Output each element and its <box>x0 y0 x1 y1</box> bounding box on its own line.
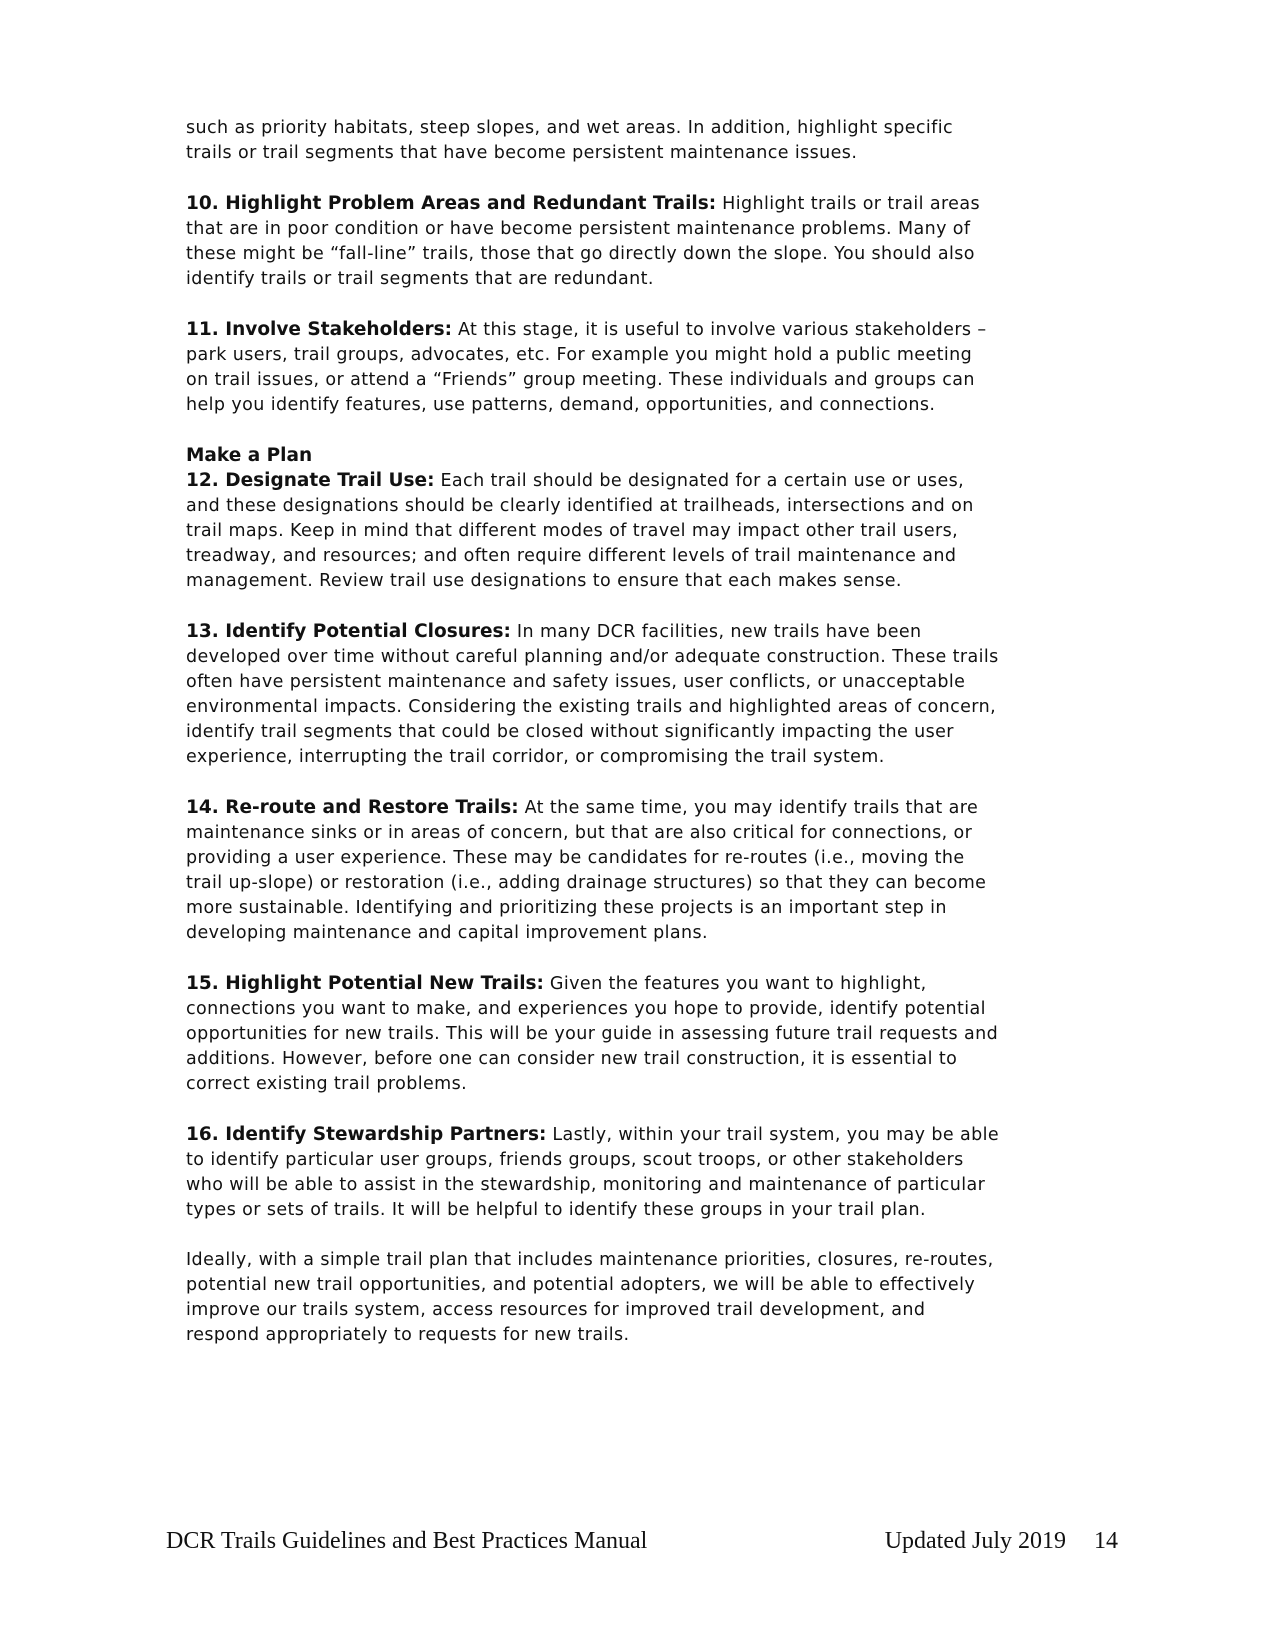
paragraph <box>186 443 1126 594</box>
text-line <box>186 1122 1126 1148</box>
line-text: Given the features you want to highlight, <box>543 974 927 994</box>
item-heading: 14. Re-route and Restore Trails: <box>186 797 519 818</box>
line-text: In many DCR facilities, new trails have been <box>510 622 922 642</box>
text-line <box>186 544 1126 569</box>
text-line <box>186 896 1126 921</box>
line-text: respond appropriately to requests for new trails. <box>186 1325 630 1345</box>
text-line <box>186 1173 1126 1198</box>
text-line <box>186 1148 1126 1173</box>
text-line <box>186 1047 1126 1072</box>
text-line <box>186 116 1126 141</box>
line-text: identify trail segments that could be closed without significantly impacting the user <box>186 722 954 742</box>
line-text: on trail issues, or attend a “Friends” group meeting. These individuals and groups can <box>186 370 975 390</box>
item-heading: 10. Highlight Problem Areas and Redundant Trails: <box>186 193 717 214</box>
text-line <box>186 1323 1126 1348</box>
line-text: developed over time without careful planning and/or adequate construction. These trails <box>186 647 999 667</box>
paragraph <box>186 191 1126 292</box>
item-heading: 11. Involve Stakeholders: <box>186 319 452 340</box>
item-heading: 16. Identify Stewardship Partners: <box>186 1124 547 1145</box>
line-text: connections you want to make, and experiences you hope to provide, identify potential <box>186 999 986 1019</box>
paragraph <box>186 971 1126 1097</box>
paragraph <box>186 1248 1126 1348</box>
line-text: types or sets of trails. It will be helpful to identify these groups in your trail plan. <box>186 1200 927 1220</box>
line-text: Highlight trails or trail areas <box>716 194 980 214</box>
line-text: potential new trail opportunities, and potential adopters, we will be able to effectively <box>186 1275 976 1295</box>
text-line <box>186 921 1126 946</box>
text-line <box>186 1248 1126 1273</box>
line-text: developing maintenance and capital improvement plans. <box>186 923 708 943</box>
text-line <box>186 720 1126 745</box>
text-line <box>186 619 1126 645</box>
text-line <box>186 871 1126 896</box>
page-number: 14 <box>1094 1528 1118 1554</box>
paragraph <box>186 619 1126 770</box>
text-line <box>186 343 1126 368</box>
line-text: trail maps. Keep in mind that different modes of travel may impact other trail users, <box>186 521 959 541</box>
text-line <box>186 997 1126 1022</box>
line-text: opportunities for new trails. This will be your guide in assessing future trail requests and <box>186 1024 999 1044</box>
text-line <box>186 1022 1126 1047</box>
line-text: help you identify features, use patterns, demand, opportunities, and connections. <box>186 395 936 415</box>
text-line <box>186 569 1126 594</box>
text-line <box>186 971 1126 997</box>
item-heading: 12. Designate Trail Use: <box>186 470 435 491</box>
text-line <box>186 242 1126 267</box>
line-text: management. Review trail use designations to ensure that each makes sense. <box>186 571 902 591</box>
line-text: identify trails or trail segments that are redundant. <box>186 269 654 289</box>
text-line <box>186 368 1126 393</box>
text-line <box>186 846 1126 871</box>
text-line <box>186 393 1126 418</box>
item-heading: 15. Highlight Potential New Trails: <box>186 973 544 994</box>
text-line <box>186 217 1126 242</box>
line-text: Lastly, within your trail system, you may be able <box>546 1125 1000 1145</box>
text-line <box>186 1198 1126 1223</box>
text-line <box>186 745 1126 770</box>
line-text: park users, trail groups, advocates, etc. For example you might hold a public meeting <box>186 345 973 365</box>
line-text: At the same time, you may identify trails that are <box>518 798 979 818</box>
text-line <box>186 317 1126 343</box>
text-line <box>186 645 1126 670</box>
footer-updated: Updated July 2019 <box>884 1528 1066 1554</box>
text-line <box>186 141 1126 166</box>
text-line <box>186 670 1126 695</box>
line-text: and these designations should be clearly identified at trailheads, intersections and on <box>186 496 974 516</box>
line-text: Each trail should be designated for a certain use or uses, <box>434 471 965 491</box>
text-line <box>186 191 1126 217</box>
page-body <box>186 116 1126 1373</box>
line-text: trails or trail segments that have become persistent maintenance issues. <box>186 143 858 163</box>
text-line <box>186 1273 1126 1298</box>
line-text: treadway, and resources; and often require different levels of trail maintenance and <box>186 546 957 566</box>
line-text: experience, interrupting the trail corridor, or compromising the trail system. <box>186 747 885 767</box>
text-line <box>186 1072 1126 1097</box>
line-text: who will be able to assist in the stewardship, monitoring and maintenance of particular <box>186 1175 986 1195</box>
section-title: Make a Plan <box>186 445 313 466</box>
line-text: to identify particular user groups, friends groups, scout troops, or other stakeholders <box>186 1150 964 1170</box>
text-line <box>186 519 1126 544</box>
line-text: such as priority habitats, steep slopes, and wet areas. In addition, highlight specific <box>186 118 954 138</box>
text-line <box>186 1298 1126 1323</box>
line-text: maintenance sinks or in areas of concern, but that are also critical for connections, or <box>186 823 973 843</box>
line-text: often have persistent maintenance and safety issues, user conflicts, or unacceptable <box>186 672 966 692</box>
line-text: At this stage, it is useful to involve various stakeholders – <box>451 320 987 340</box>
line-text: providing a user experience. These may be candidates for re-routes (i.e., moving the <box>186 848 965 868</box>
line-text: improve our trails system, access resources for improved trail development, and <box>186 1300 926 1320</box>
text-line <box>186 821 1126 846</box>
paragraph <box>186 1122 1126 1223</box>
line-text: these might be “fall-line” trails, those that go directly down the slope. You should also <box>186 244 975 264</box>
line-text: trail up-slope) or restoration (i.e., adding drainage structures) so that they can become <box>186 873 987 893</box>
paragraph <box>186 317 1126 418</box>
text-line <box>186 494 1126 519</box>
text-line <box>186 468 1126 494</box>
paragraph <box>186 795 1126 946</box>
text-line <box>186 695 1126 720</box>
item-heading: 13. Identify Potential Closures: <box>186 621 511 642</box>
footer-title: DCR Trails Guidelines and Best Practices Manual <box>166 1528 648 1554</box>
line-text: environmental impacts. Considering the existing trails and highlighted areas of concern, <box>186 697 997 717</box>
text-line <box>186 267 1126 292</box>
text-line <box>186 795 1126 821</box>
line-text: correct existing trail problems. <box>186 1074 468 1094</box>
paragraph <box>186 116 1126 166</box>
line-text: that are in poor condition or have become persistent maintenance problems. Many of <box>186 219 971 239</box>
line-text: additions. However, before one can consider new trail construction, it is essential to <box>186 1049 958 1069</box>
line-text: Ideally, with a simple trail plan that includes maintenance priorities, closures, re-routes, <box>186 1250 994 1270</box>
line-text: more sustainable. Identifying and prioritizing these projects is an important step in <box>186 898 947 918</box>
